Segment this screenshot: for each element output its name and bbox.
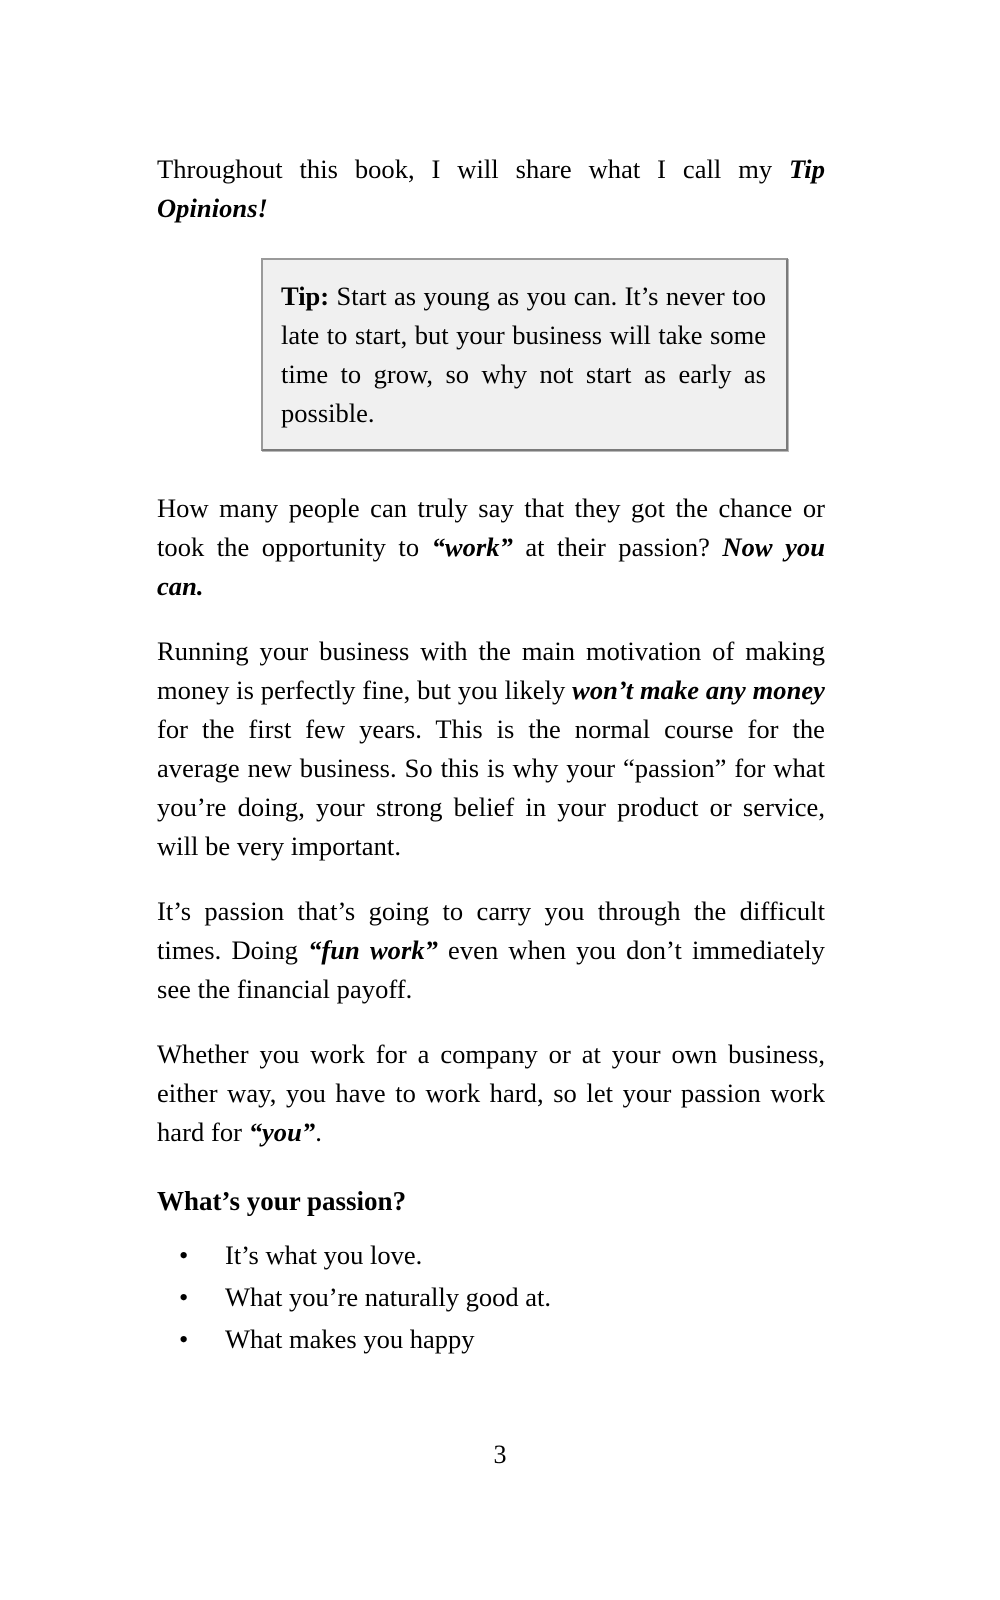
intro-paragraph-emphasis: Tip Opinions! <box>157 154 825 223</box>
list-item <box>157 1276 825 1318</box>
intro-paragraph-lead: Throughout this book, I will share what I call my <box>157 154 790 184</box>
page-content <box>157 150 825 1360</box>
paragraph-3-emphasis-wont-make-money: won’t make any money <box>572 675 825 705</box>
paragraph-5-emphasis-you: “you” <box>248 1117 316 1147</box>
paragraph-work-hard <box>157 1035 825 1152</box>
passion-bullet-list <box>157 1234 825 1360</box>
section-heading-whats-your-passion: What’s your passion? <box>157 1186 407 1216</box>
list-item-label: What makes you happy <box>225 1324 475 1354</box>
paragraph-making-money <box>157 632 825 866</box>
paragraph-4-part1: It’s passion that’s going to carry you through the difficult times. Doing <box>157 896 825 965</box>
paragraph-work-passion <box>157 489 825 606</box>
paragraph-2-emphasis-now-you-can: Now you can. <box>157 532 825 601</box>
paragraph-difficult-times <box>157 892 825 1009</box>
list-item <box>157 1234 825 1276</box>
paragraph-5-part2: . <box>315 1117 322 1147</box>
list-item-label: What you’re naturally good at. <box>225 1282 551 1312</box>
tip-callout-text <box>281 277 766 433</box>
paragraph-2-part1: How many people can truly say that they got the chance or took the opportunity to <box>157 493 825 562</box>
tip-label: Tip: <box>281 281 330 311</box>
tip-callout-wrapper <box>157 258 825 451</box>
paragraph-3-part2: for the first few years. This is the normal course for the average new business. So this is why your “passion” for what you’re doing, your strong belief in your product or service, will be very important. <box>157 714 825 861</box>
paragraph-5-part1: Whether you work for a company or at your own business, either way, you have to work hard, so let your passion work hard for <box>157 1039 825 1147</box>
tip-body-text: Start as young as you can. It’s never too late to start, but your business will take some time to grow, so why not start as early as possible. <box>281 281 766 428</box>
bullet-icon: • <box>179 1324 189 1354</box>
paragraph-4-part2: even when you don’t immediately see the financial payoff. <box>157 935 825 1004</box>
paragraph-2-emphasis-work: “work” <box>431 532 513 562</box>
list-item <box>157 1318 825 1360</box>
paragraph-2-part2: at their passion? <box>512 532 723 562</box>
tip-callout-box <box>261 258 788 451</box>
page-number: 3 <box>493 1440 507 1469</box>
bullet-icon: • <box>179 1240 189 1270</box>
intro-paragraph <box>157 150 825 228</box>
paragraph-4-emphasis-fun-work: “fun work” <box>308 935 438 965</box>
paragraph-3-part1: Running your business with the main motivation of making money is perfectly fine, but you likely <box>157 636 825 705</box>
bullet-icon: • <box>179 1282 189 1312</box>
list-item-label: It’s what you love. <box>225 1240 423 1270</box>
